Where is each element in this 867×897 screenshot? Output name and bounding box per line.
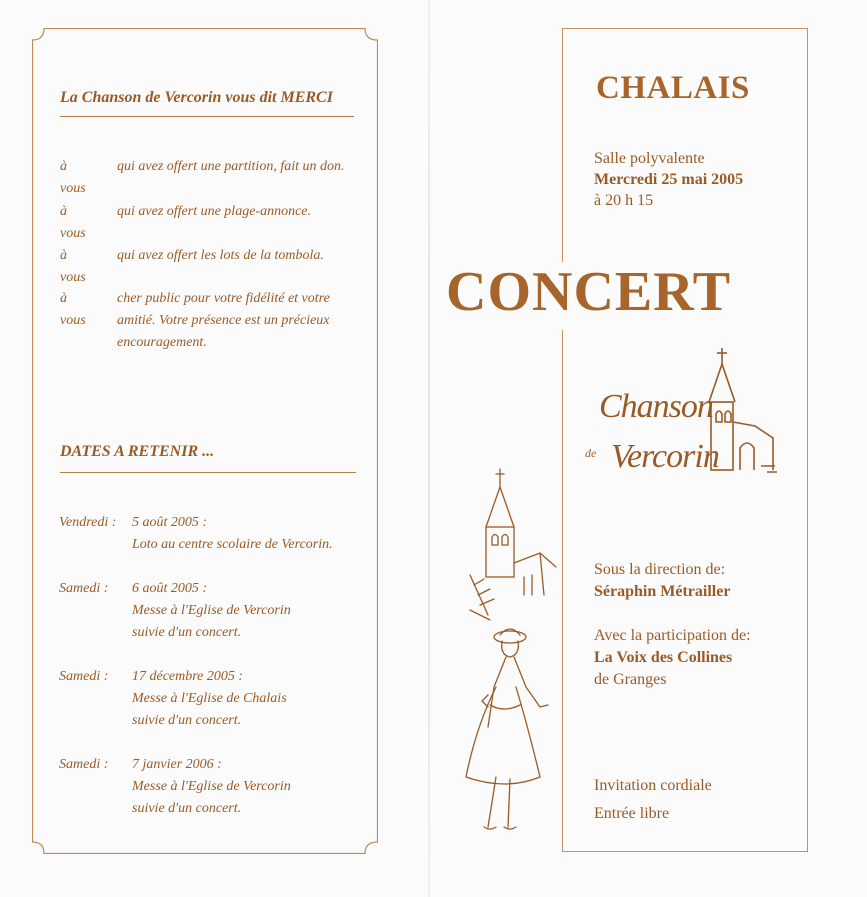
event-details: [594, 148, 743, 211]
woman-and-church-illustration-icon: [440, 465, 570, 850]
date-day: Samedi :: [59, 757, 109, 772]
guest-choir: La Voix des Collines: [594, 649, 733, 666]
concert-headline: CONCERT: [446, 261, 732, 323]
date-description: [132, 512, 372, 556]
invitation-text: Invitation cordiale: [594, 777, 712, 794]
thanks-line: encouragement.: [117, 335, 207, 350]
date-day: Vendredi :: [59, 515, 117, 530]
director-name: Séraphin Métrailler: [594, 583, 731, 600]
thanks-line: qui avez offert une partition, fait un don.: [117, 159, 345, 174]
thanks-text: [117, 288, 357, 354]
dates-heading-rule: [60, 472, 356, 473]
venue: Salle polyvalente: [594, 150, 705, 167]
thanks-heading: La Chanson de Vercorin vous dit MERCI: [60, 89, 333, 106]
date-line: Messe à l'Eglise de Chalais: [132, 691, 287, 706]
date-day: Samedi :: [59, 581, 109, 596]
entry-text: Entrée libre: [594, 805, 670, 822]
date-line: suivie d'un concert.: [132, 713, 242, 728]
church-logo-icon: [585, 340, 785, 495]
thanks-text: [117, 245, 357, 267]
thanks-recipient: à vous: [60, 291, 86, 328]
direction-label: Sous la direction de:: [594, 561, 726, 578]
thanks-heading-rule: [60, 116, 354, 117]
thanks-line: amitié. Votre présence est un précieux: [117, 313, 330, 328]
participation-block: [594, 625, 751, 691]
event-date: Mercredi 25 mai 2005: [594, 171, 744, 188]
town-title: CHALAIS: [596, 70, 750, 106]
date-line: 7 janvier 2006 :: [132, 757, 222, 772]
thanks-line: cher public pour votre fidélité et votre: [117, 291, 330, 306]
logo-chanson: Chanson: [599, 388, 713, 425]
date-description: [132, 754, 372, 820]
event-time: à 20 h 15: [594, 192, 654, 209]
date-line: Messe à l'Eglise de Vercorin: [132, 603, 291, 618]
date-line: suivie d'un concert.: [132, 801, 242, 816]
dates-heading: DATES A RETENIR ...: [60, 443, 215, 460]
date-description: [132, 578, 372, 644]
thanks-line: qui avez offert les lots de la tombola.: [117, 248, 324, 263]
date-line: Loto au centre scolaire de Vercorin.: [132, 537, 333, 552]
date-day: Samedi :: [59, 669, 109, 684]
direction-block: [594, 559, 730, 603]
thanks-recipient: à vous: [60, 159, 86, 196]
date-description: [132, 666, 372, 732]
date-line: 5 août 2005 :: [132, 515, 208, 530]
thanks-recipient: à vous: [60, 204, 86, 241]
logo-de: de: [585, 446, 597, 460]
date-line: 17 décembre 2005 :: [132, 669, 244, 684]
date-line: suivie d'un concert.: [132, 625, 242, 640]
date-line: 6 août 2005 :: [132, 581, 208, 596]
participation-label: Avec la participation de:: [594, 627, 751, 644]
thanks-line: qui avez offert une plage-annonce.: [117, 204, 312, 219]
thanks-recipient: à vous: [60, 248, 86, 285]
thanks-text: [117, 201, 357, 223]
date-line: Messe à l'Eglise de Vercorin: [132, 779, 291, 794]
guest-place: de Granges: [594, 671, 667, 688]
thanks-text: [117, 156, 357, 178]
logo-vercorin: Vercorin: [611, 438, 719, 475]
fold-line: [428, 0, 430, 897]
